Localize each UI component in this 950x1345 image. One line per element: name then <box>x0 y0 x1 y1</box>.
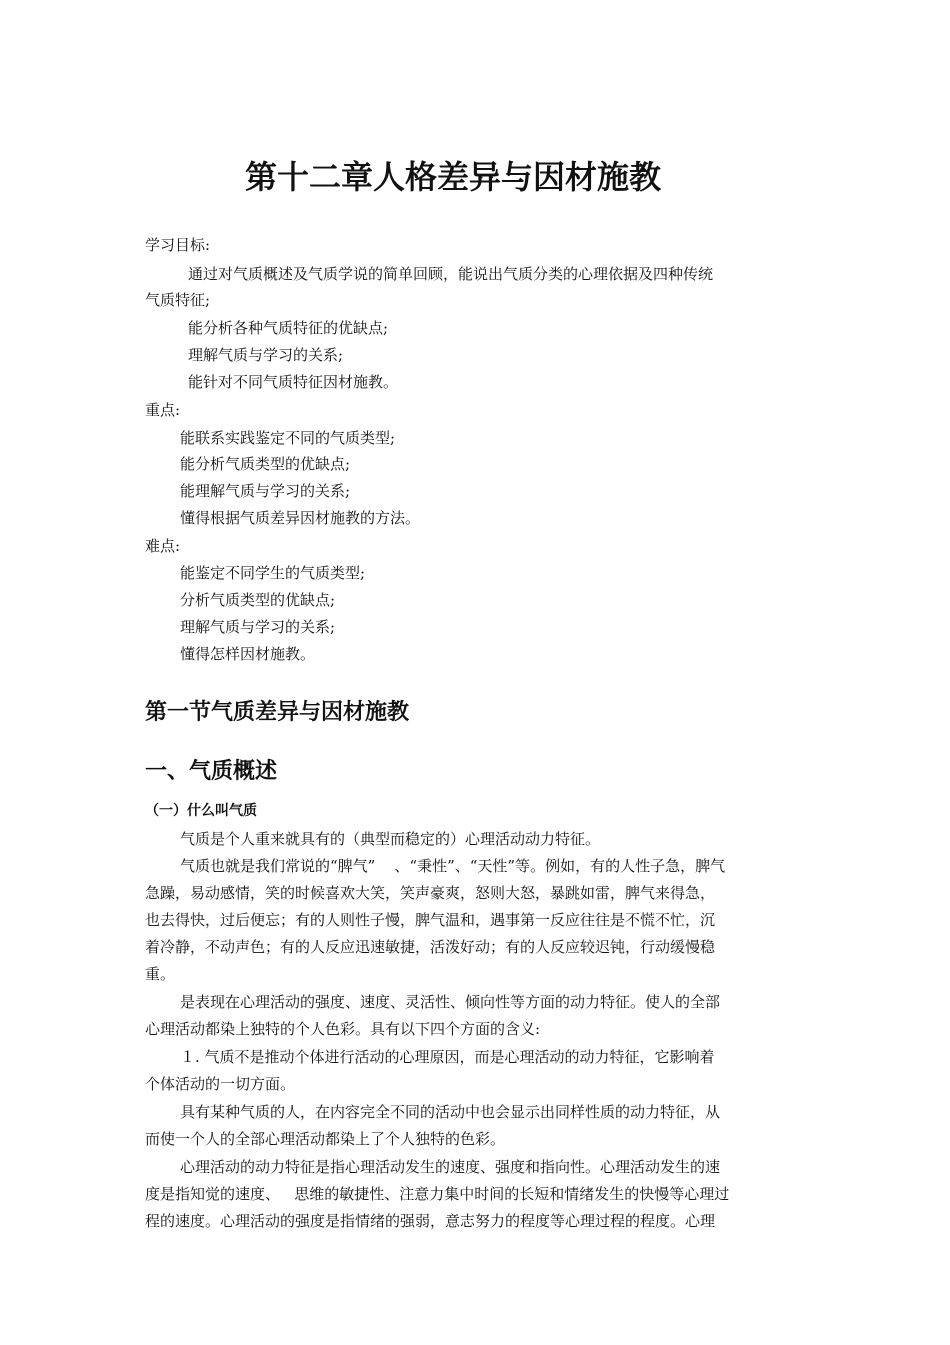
body-line: 而使一个人的全部心理活动都染上了个人独特的色彩。 <box>145 1130 506 1148</box>
subsection-heading: 一、气质概述 <box>145 758 278 784</box>
subsubsection-heading: （一）什么叫气质 <box>145 803 257 819</box>
objective-line: 理解气质与学习的关系; <box>188 346 344 364</box>
body-line: １. 气质不是推动个体进行活动的心理原因，而是心理活动的动力特征，它影响着 <box>180 1048 715 1066</box>
body-line: 具有某种气质的人，在内容完全不同的活动中也会显示出同样性质的动力特征，从 <box>180 1103 721 1121</box>
body-line: 急躁，易动感情，笑的时候喜欢大笑，笑声豪爽，怒则大怒，暴跳如雷，脾气来得急， <box>145 884 716 902</box>
keypoint-item: 能联系实践鉴定不同的气质类型; <box>180 429 396 447</box>
keypoint-item: 懂得根据气质差异因材施教的方法。 <box>180 509 421 527</box>
body-line: 是表现在心理活动的强度、速度、灵活性、倾向性等方面的动力特征。使人的全部 <box>180 993 721 1011</box>
keypoint-item: 能理解气质与学习的关系; <box>180 482 351 500</box>
objectives-heading: 学习目标: <box>145 236 211 254</box>
section-heading: 第一节气质差异与因材施教 <box>145 699 410 725</box>
difficulty-item: 理解气质与学习的关系; <box>180 618 336 636</box>
body-line: 着冷静，不动声色；有的人反应迅速敏捷，活泼好动；有的人反应较迟钝，行动缓慢稳 <box>145 938 716 956</box>
difficulty-item: 懂得怎样因材施教。 <box>180 645 316 663</box>
difficulty-item: 分析气质类型的优缺点; <box>180 591 336 609</box>
objective-line: 能分析各种气质特征的优缺点; <box>188 319 389 337</box>
body-line: 重。 <box>145 965 176 983</box>
chapter-title: 第十二章人格差异与因材施教 <box>244 158 661 196</box>
body-line: 个体活动的一切方面。 <box>145 1075 296 1093</box>
body-line: 心理活动都染上独特的个人色彩。具有以下四个方面的含义: <box>145 1020 541 1038</box>
difficulties-heading: 难点: <box>145 537 181 555</box>
body-line: 心理活动的动力特征是指心理活动发生的速度、强度和指向性。心理活动发生的速 <box>180 1158 721 1176</box>
objective-line: 通过对气质概述及气质学说的简单回顾，能说出气质分类的心理依据及四种传统 <box>188 265 714 283</box>
keypoints-heading: 重点: <box>145 401 181 419</box>
objective-line: 气质特征; <box>145 291 211 309</box>
body-line: 程的速度。心理活动的强度是指情绪的强弱，意志努力的程度等心理过程的程度。心理 <box>145 1212 716 1230</box>
body-line: 气质也就是我们常说的“脾气” 、“秉性”、“天性”等。例如，有的人性子急，脾气 <box>180 857 726 875</box>
body-line: 气质是个人重来就具有的（典型而稳定的）心理活动动力特征。 <box>180 830 601 848</box>
objective-line: 能针对不同气质特征因材施教。 <box>188 373 399 391</box>
body-line: 度是指知觉的速度、 思维的敏捷性、注意力集中时间的长短和情绪发生的快慢等心理过 <box>145 1185 730 1203</box>
body-line: 也去得快，过后便忘；有的人则性子慢，脾气温和，遇事第一反应往往是不慌不忙，沉 <box>145 911 716 929</box>
difficulty-item: 能鉴定不同学生的气质类型; <box>180 564 366 582</box>
keypoint-item: 能分析气质类型的优缺点; <box>180 455 351 473</box>
